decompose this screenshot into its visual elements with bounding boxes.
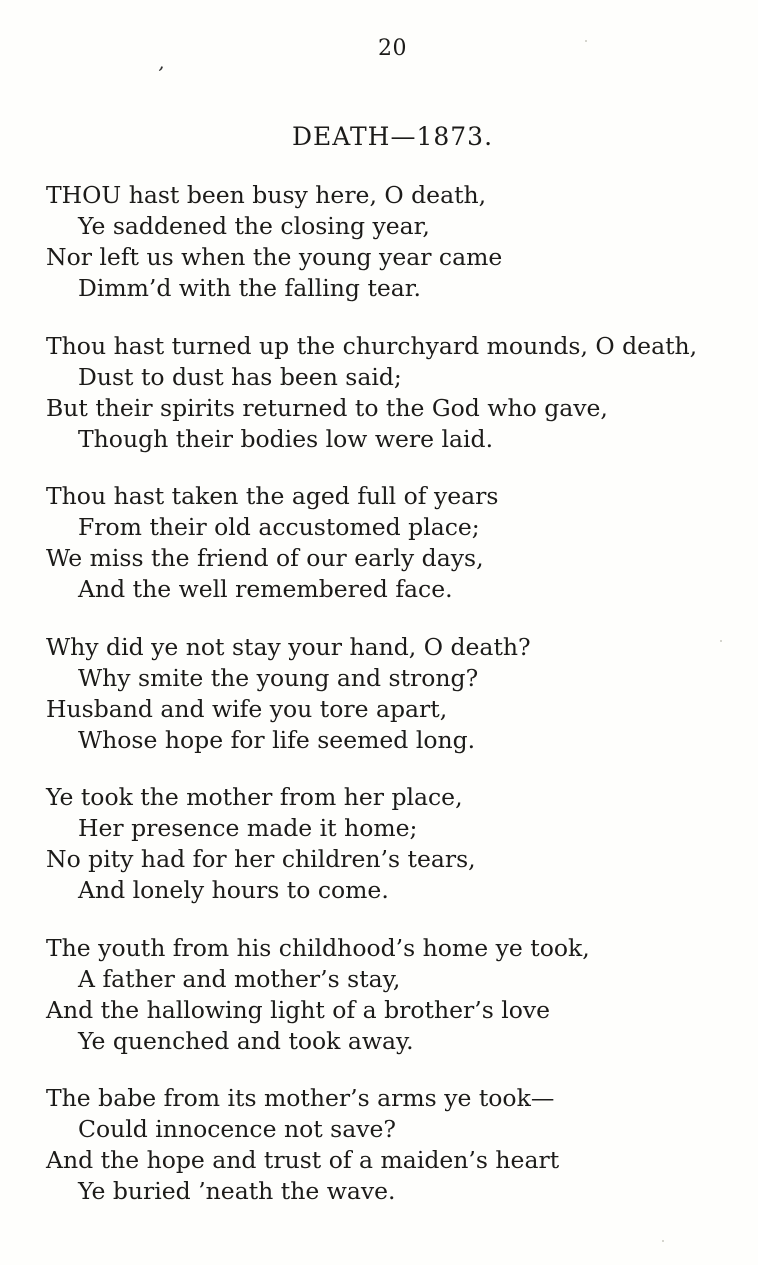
paper-speck — [585, 40, 587, 42]
poem-line: And the well remembered face. — [78, 575, 453, 603]
page-number: 20 — [378, 36, 407, 61]
paper-speck — [662, 1240, 664, 1242]
poem-line: And lonely hours to come. — [78, 876, 389, 904]
stanza — [46, 782, 754, 906]
poem-line: Though their bodies low were laid. — [78, 424, 494, 453]
stanza — [46, 1083, 754, 1207]
poem-line: But their spirits returned to the God who gave, — [46, 393, 608, 422]
poem-line: Dimm’d with the falling tear. — [78, 274, 421, 302]
poem-line: No pity had for her children’s tears, — [46, 845, 476, 873]
poem-line: Ye took the mother from her place, — [46, 783, 463, 811]
poem-line: And the hallowing light of a brother’s love — [46, 995, 551, 1024]
poem-line: Why smite the young and strong? — [78, 663, 479, 692]
poem-line: A father and mother’s stay, — [78, 964, 401, 993]
poem-line: Thou hast taken the aged full of years — [46, 482, 499, 510]
paper-speck — [720, 640, 722, 642]
stanza — [46, 180, 754, 304]
poem-line: We miss the friend of our early days, — [46, 544, 484, 572]
poem-line: And the hope and trust of a maiden’s heart — [46, 1146, 560, 1174]
poem-line: Husband and wife you tore apart, — [46, 694, 448, 723]
poem-line: Dust to dust has been said; — [78, 362, 402, 391]
stanza — [46, 933, 754, 1057]
poem-body — [46, 180, 754, 1234]
poem-line: Whose hope for life seemed long. — [78, 725, 476, 754]
poem-line: Ye buried ’neath the wave. — [78, 1177, 396, 1205]
poem-line: The youth from his childhood’s home ye took, — [46, 933, 590, 962]
stanza — [46, 632, 754, 756]
stanza — [46, 481, 754, 605]
poem-title: DEATH—1873. — [291, 122, 494, 151]
poem-line: THOU hast been busy here, O death, — [46, 181, 487, 209]
stray-ink-mark: ʼ — [153, 61, 165, 87]
poem-line: Ye quenched and took away. — [78, 1026, 414, 1055]
stanza — [46, 331, 754, 455]
poem-line: Her presence made it home; — [78, 814, 418, 842]
poem-line: Could innocence not save? — [78, 1115, 397, 1143]
poem-line: Thou hast turned up the churchyard mounds, O death, — [46, 331, 698, 360]
poem-line: Why did ye not stay your hand, O death? — [46, 632, 531, 661]
poem-line: From their old accustomed place; — [78, 513, 480, 541]
poem-line: The babe from its mother’s arms ye took— — [46, 1084, 555, 1112]
poem-line: Ye saddened the closing year, — [78, 212, 430, 240]
poem-line: Nor left us when the young year came — [46, 243, 503, 271]
